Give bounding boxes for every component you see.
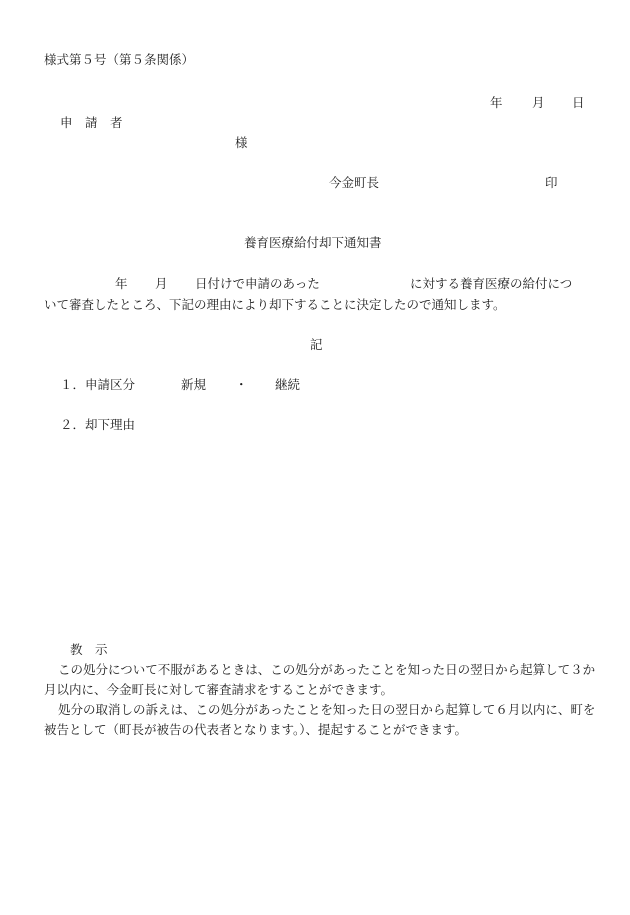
- body-line1-end: に対する養育医療の給付につ: [410, 276, 573, 291]
- item2-label: ２．却下理由: [60, 417, 136, 432]
- instruction-para2-line2: 被告として（町長が被告の代表者となります。）、提起することができます。: [44, 722, 468, 737]
- instruction-para1-line1: この処分について不服があるときは、この処分があったことを知った日の翌日から起算して３か: [58, 662, 596, 677]
- body-date-text: 日付けで申請のあった: [195, 276, 320, 291]
- seal-mark: 印: [545, 175, 558, 190]
- body-year-label: 年: [115, 276, 128, 291]
- instruction-para1-line2: 月以内に、今金町長に対して審査請求をすることができます。: [44, 682, 394, 697]
- body-month-label: 月: [155, 276, 168, 291]
- form-number: 様式第５号（第５条関係）: [44, 52, 195, 67]
- applicant-label: 申 請 者: [60, 115, 123, 130]
- date-year-label: 年: [490, 95, 503, 110]
- issuer-title: 今金町長: [329, 175, 380, 190]
- instruction-para2-line1: 処分の取消しの訴えは、この処分があったことを知った日の翌日から起算して６月以内に、町を: [58, 702, 596, 717]
- option-new: 新規: [181, 377, 207, 392]
- ki-label: 記: [310, 337, 323, 352]
- date-month-label: 月: [532, 95, 545, 110]
- instruction-heading: 教 示: [70, 642, 108, 657]
- option-continue: 継続: [275, 377, 301, 392]
- document-title: 養育医療給付却下通知書: [244, 235, 382, 250]
- item1-label: １．申請区分: [60, 377, 136, 392]
- date-day-label: 日: [572, 95, 585, 110]
- honorific: 様: [235, 135, 248, 150]
- body-line2: いて審査したところ、下記の理由により却下することに決定したので通知します。: [44, 297, 506, 312]
- option-separator: ・: [235, 377, 248, 392]
